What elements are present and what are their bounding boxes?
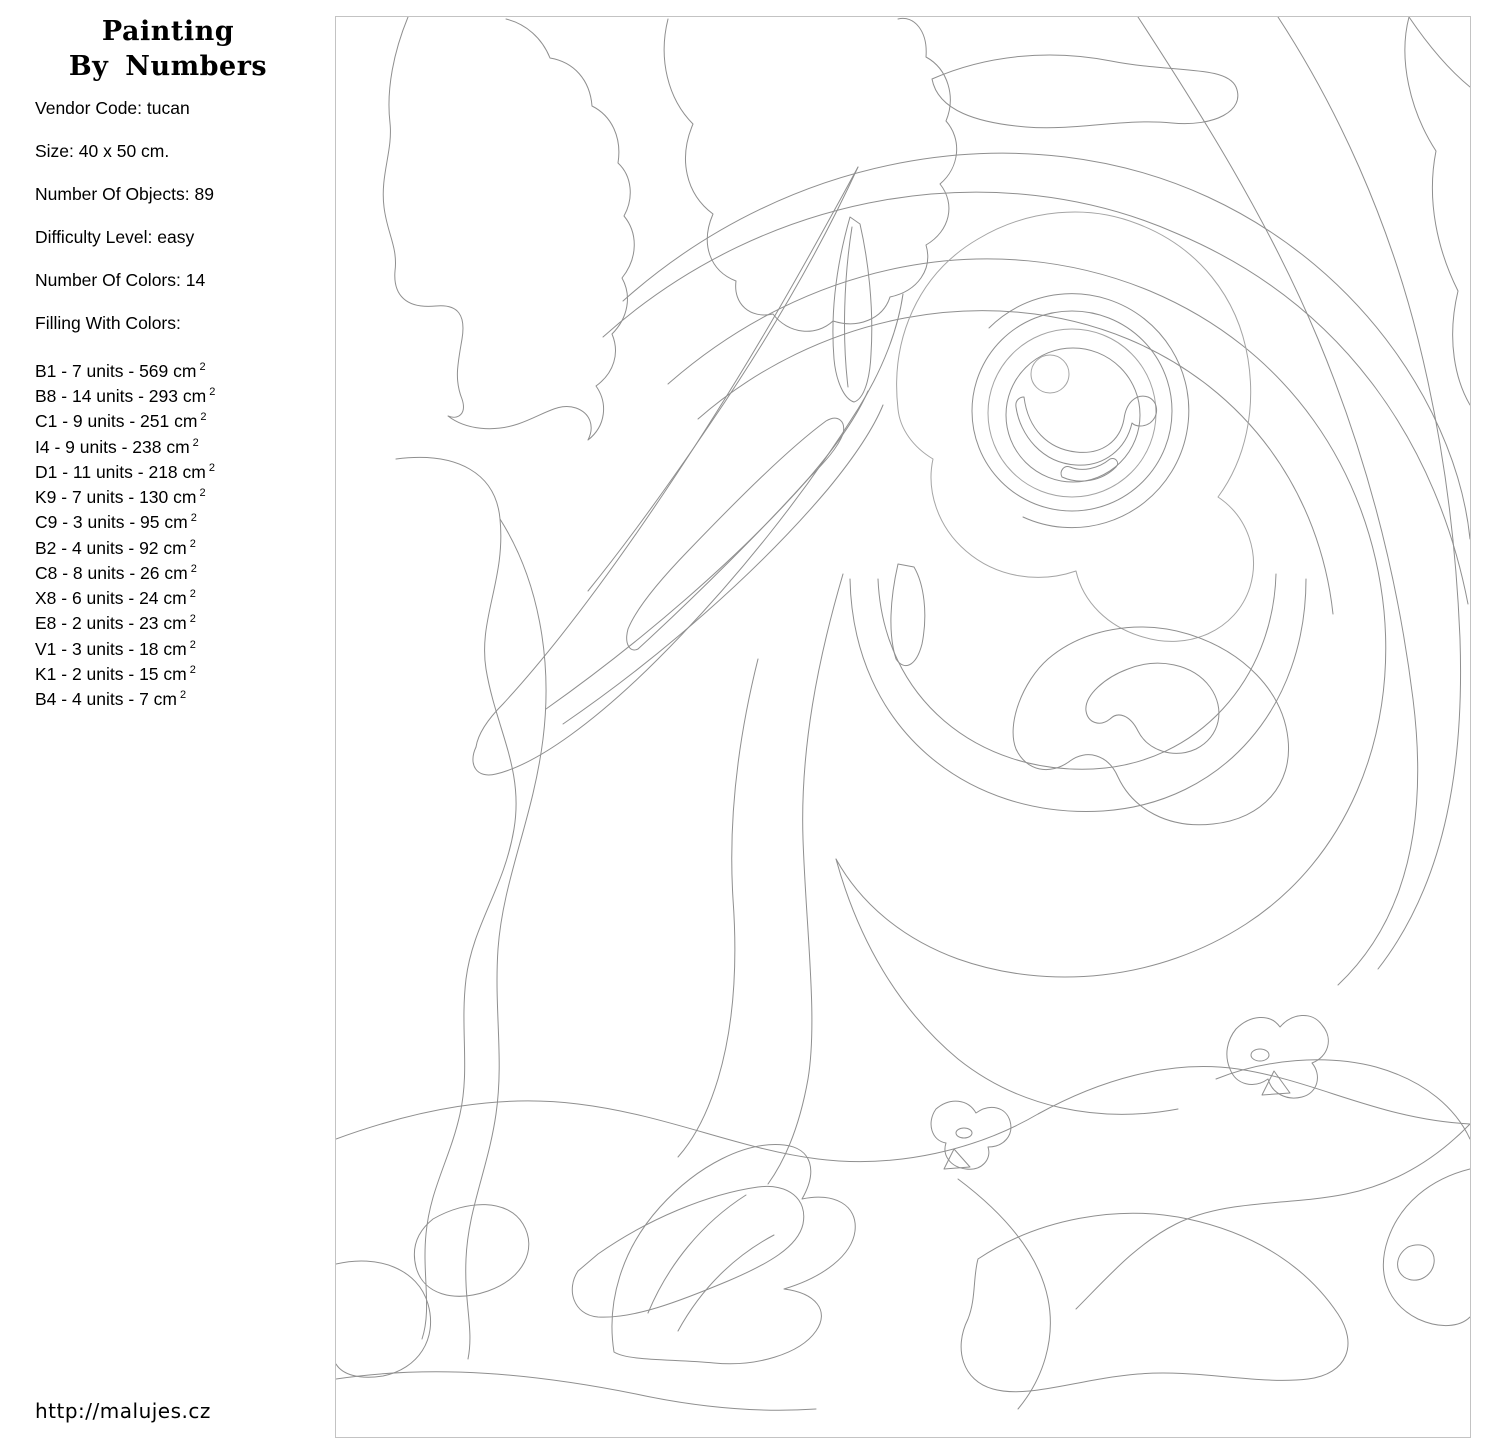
color-item-label: B2 - 4 units - 92 cm: [35, 537, 187, 558]
foliage-top-left: [383, 17, 634, 440]
foliage-top-center: [664, 18, 956, 331]
color-item-label: B1 - 7 units - 569 cm: [35, 360, 197, 381]
nostril-feather: [891, 564, 925, 666]
color-list-item: [35, 407, 325, 432]
color-item-label: C1 - 9 units - 251 cm: [35, 411, 198, 432]
info-color-count: Number Of Colors: 14: [35, 270, 206, 290]
superscript-2: 2: [190, 512, 197, 525]
color-item-label: D1 - 11 units - 218 cm: [35, 461, 206, 482]
info-size: Size: 40 x 50 cm.: [35, 141, 170, 161]
spec-list: [35, 97, 325, 355]
color-list-item: [35, 357, 325, 382]
color-list-item: [35, 508, 325, 533]
color-list-item: [35, 660, 325, 685]
eye-smile-small: [1061, 459, 1118, 481]
foliage-bottom-right: [958, 1124, 1470, 1409]
right-foot-claws: [1227, 1015, 1328, 1098]
eye-highlight: [1031, 355, 1069, 393]
superscript-2: 2: [180, 689, 187, 702]
superscript-2: 2: [192, 436, 199, 449]
back-outline: [1138, 17, 1461, 985]
body-lines: [678, 574, 1178, 1184]
mouth-line-lower: [563, 405, 883, 724]
color-item-label: E8 - 2 units - 23 cm: [35, 613, 187, 634]
color-item-label: B4 - 4 units - 7 cm: [35, 688, 177, 709]
color-list-item: [35, 483, 325, 508]
info-object-count: Number Of Objects: 89: [35, 184, 214, 204]
tongue: [627, 418, 844, 650]
superscript-2: 2: [190, 562, 197, 575]
info-vendor-code: Vendor Code: tucan: [35, 98, 190, 118]
painting-canvas: [335, 16, 1471, 1438]
superscript-2: 2: [200, 411, 207, 424]
superscript-2: 2: [189, 638, 196, 651]
color-list-item: [35, 534, 325, 559]
site-url[interactable]: http://malujes.cz: [35, 1399, 211, 1423]
superscript-2: 2: [189, 613, 196, 626]
crown-feather: [833, 217, 872, 402]
leaf-bottom-center: [612, 1145, 855, 1364]
foliage-bottom-left: [336, 1261, 816, 1410]
eye-rings: [897, 212, 1254, 641]
head-band: [603, 153, 1470, 604]
info-difficulty: Difficulty Level: easy: [35, 227, 195, 247]
leaf-top-right-corner: [1405, 17, 1470, 405]
page-title: [0, 14, 336, 84]
color-item-label: I4 - 9 units - 238 cm: [35, 436, 190, 457]
color-list-item: [35, 635, 325, 660]
color-item-label: V1 - 3 units - 18 cm: [35, 638, 187, 659]
cheek-arcs: [850, 574, 1306, 811]
beak: [473, 167, 925, 775]
superscript-2: 2: [209, 386, 216, 399]
superscript-2: 2: [189, 537, 196, 550]
superscript-2: 2: [199, 361, 206, 373]
color-list-item: [35, 609, 325, 634]
color-list-item: [35, 433, 325, 458]
color-list-item: [35, 382, 325, 407]
color-list-item: [35, 584, 325, 609]
color-item-label: X8 - 6 units - 24 cm: [35, 587, 187, 608]
info-panel: [0, 0, 336, 1453]
toucan-line-art: [336, 17, 1470, 1437]
color-list-item: [35, 685, 325, 710]
color-item-label: C8 - 8 units - 26 cm: [35, 562, 188, 583]
cheek-patch: [1013, 627, 1288, 825]
color-list-item: [35, 458, 325, 483]
eye-smile: [1016, 396, 1157, 465]
color-item-label: C9 - 3 units - 95 cm: [35, 512, 188, 533]
color-item-label: K9 - 7 units - 130 cm: [35, 487, 197, 507]
color-list-item: [35, 559, 325, 584]
mouth-line-upper: [546, 391, 868, 709]
superscript-2: 2: [189, 663, 196, 676]
color-usage-block: [35, 357, 325, 710]
title-line-1: Painting: [101, 16, 235, 47]
superscript-2: 2: [199, 487, 206, 500]
superscript-2: 2: [189, 588, 196, 601]
leaf-left-tall: [396, 457, 546, 1359]
left-foot-claws: [931, 1101, 1011, 1169]
color-list: [35, 357, 325, 710]
title-line-2: By Numbers: [68, 51, 268, 82]
superscript-2: 2: [208, 461, 215, 474]
info-filling-label: Filling With Colors:: [35, 313, 181, 333]
foliage-top-right: [932, 55, 1238, 128]
color-item-label: K1 - 2 units - 15 cm: [35, 663, 187, 684]
color-item-label: B8 - 14 units - 293 cm: [35, 386, 207, 407]
branch: [336, 1060, 1470, 1317]
